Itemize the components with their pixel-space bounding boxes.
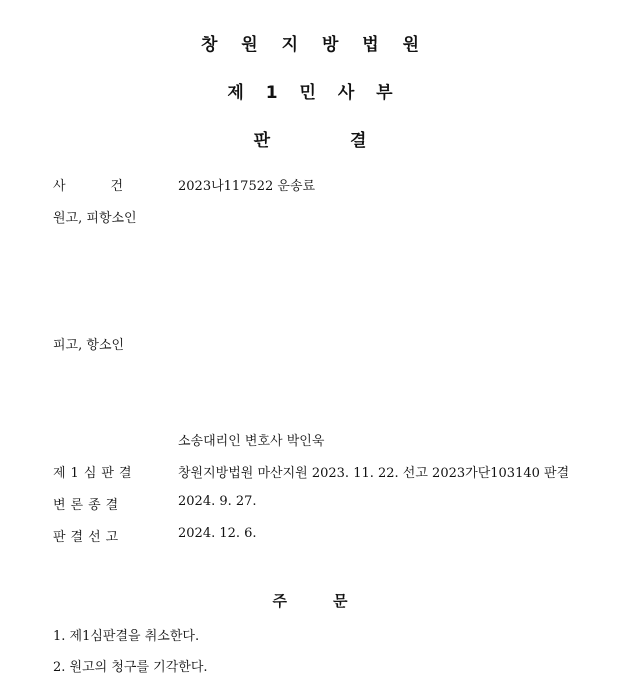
judgment-title-right: 결 — [350, 131, 367, 151]
case-label-right: 건 — [110, 179, 123, 194]
closing-label: 변론종결 — [53, 498, 124, 513]
first-instance-label: 제1심판결 — [53, 466, 137, 481]
order-title-right: 문 — [333, 592, 348, 610]
order-title-left: 주 — [272, 592, 287, 610]
order-title — [0, 590, 620, 611]
order-item: 1. 제1심판결을 취소한다. — [53, 629, 200, 644]
pronouncement-label: 판결선고 — [53, 530, 124, 545]
defendant-attorney: 소송대리인 변호사 박인욱 — [178, 434, 325, 449]
court-name: 창 원 지 방 법 원 — [200, 35, 429, 55]
case-label — [53, 175, 123, 198]
plaintiff-label: 원고, 피항소인 — [53, 211, 137, 226]
closing-date: 2024. 9. 27. — [178, 494, 257, 509]
defendant-label: 피고, 항소인 — [53, 338, 125, 353]
judgment-title — [0, 126, 620, 151]
pronouncement-date: 2024. 12. 6. — [178, 526, 257, 541]
order-item: 2. 원고의 청구를 기각한다. — [53, 660, 208, 675]
case-label-left: 사 — [53, 179, 66, 194]
first-instance-value: 창원지방법원 마산지원 2023. 11. 22. 선고 2023가단103140 판결 — [178, 466, 570, 481]
case-number: 2023나117522 운송료 — [178, 179, 316, 194]
division-name: 제 1 민 사 부 — [227, 83, 401, 103]
judgment-title-left: 판 — [253, 131, 270, 151]
